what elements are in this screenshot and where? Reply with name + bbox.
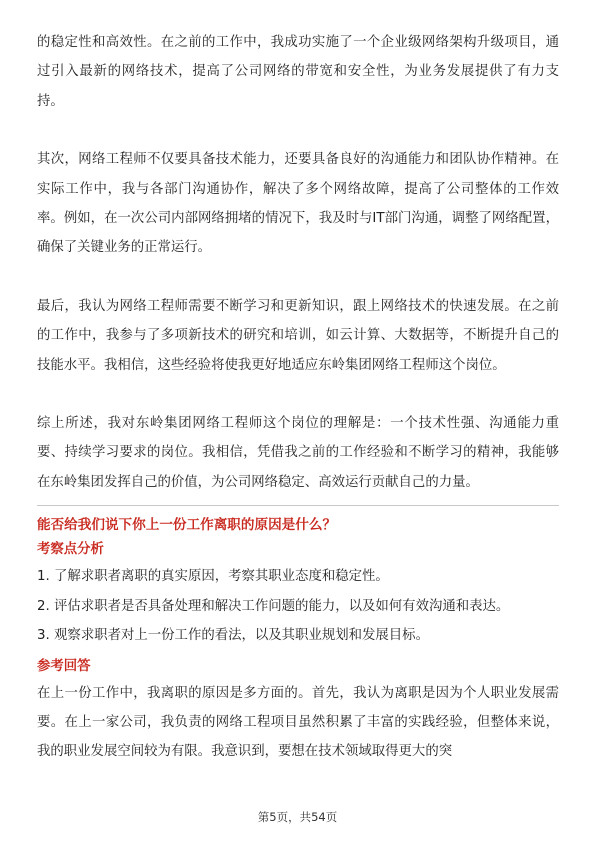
analysis-item: 2. 评估求职者是否具备处理和解决工作问题的能力，以及如何有效沟通和表达。 xyxy=(37,598,510,614)
body-paragraph: 最后，我认为网络工程师需要不断学习和更新知识，跟上网络技术的快速发展。在之前的工作中，我参与了多项新技术的研究和培训，如云计算、大数据等，不断提升自己的技能水平。我相信，这些经验将使我更好地适应东岭集团网络工程师这个岗位。 xyxy=(37,298,559,373)
body-paragraph: 的稳定性和高效性。在之前的工作中，我成功实施了一个企业级网络架构升级项目，通过引入最新的网络技术，提高了公司网络的带宽和安全性，为业务发展提供了有力支持。 xyxy=(37,35,559,109)
analysis-item: 1. 了解求职者离职的真实原因，考察其职业态度和稳定性。 xyxy=(37,569,389,585)
paragraph-gap xyxy=(37,116,559,145)
analysis-item: 3. 观察求职者对上一份工作的看法，以及其职业规划和发展目标。 xyxy=(37,628,429,644)
body-paragraph: 综上所述，我对东岭集团网络工程师这个岗位的理解是：一个技术性强、沟通能力重要、持续学习要求的岗位。我相信，凭借我之前的工作经验和不断学习的精神，我能够在东岭集团发挥自己的价值，为公司网络稳定、高效运行贡献自己的力量。 xyxy=(37,416,559,490)
interview-question: 能否给我们说下你上一份工作离职的原因是什么？ xyxy=(37,517,337,534)
page-number: 第5页，共54页 xyxy=(257,810,338,824)
body-paragraph: 其次，网络工程师不仅要具备技术能力，还要具备良好的沟通能力和团队协作精神。在实际工作中，我与各部门沟通协作，解决了多个网络故障，提高了公司整体的工作效率。例如，在一次公司内部网络拥堵的情况下，我及时与IT部门沟通，调整了网络配置，确保了关键业务的正常运行。 xyxy=(37,152,559,256)
section-divider xyxy=(37,505,559,506)
paragraph-gap xyxy=(37,263,559,292)
analysis-heading: 考察点分析 xyxy=(37,542,104,558)
answer-paragraph: 在上一份工作中，我离职的原因是多方面的。首先，我认为离职是因为个人职业发展需要。在上一家公司，我负责的网络工程项目虽然积累了丰富的实践经验，但整体来说，我的职业发展空间较为有限。我意识到，要想在技术领域取得更大的突 xyxy=(37,685,559,760)
document-page xyxy=(37,28,559,767)
paragraph-gap xyxy=(37,380,559,409)
answer-heading: 参考回答 xyxy=(37,658,91,674)
